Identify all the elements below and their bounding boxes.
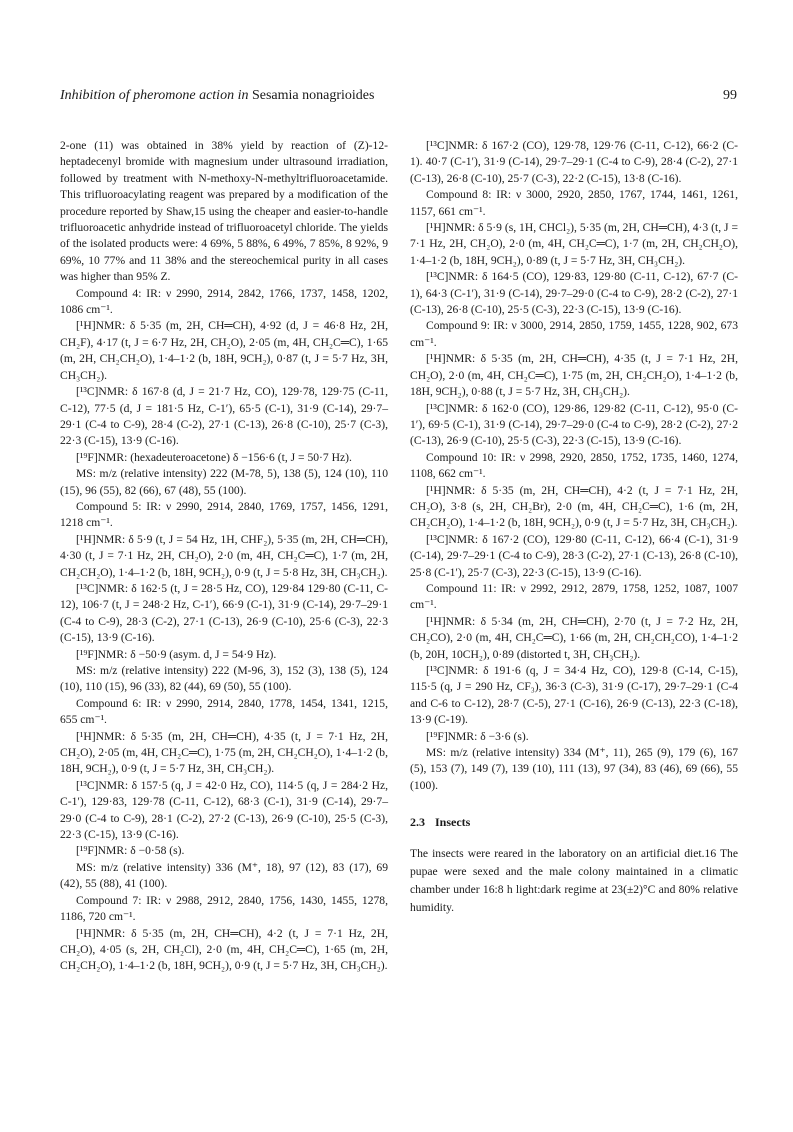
paragraph: [¹H]NMR: δ 5·35 (m, 2H, CH═CH), 4·2 (t, J = 7·1 Hz, 2H, CH₂O), 4·05 (s, 2H, CH₂Cl), 2·0 (m, 4H, CH₂C═C), 1·65 (m, 2H, CH₂CH₂O), 1·4–1·2 (b, 18H, 9CH₂), 0·9 (t, J = 5·7 Hz, 3H, CH₃CH₂).: [60, 926, 388, 973]
paragraph: [¹H]NMR: δ 5·35 (m, 2H, CH═CH), 4·92 (d, J = 46·8 Hz, 2H, CH₂F), 4·17 (t, J = 6·7 Hz, 2H, CH₂O), 2·05 (m, 4H, CH₂C═C), 1·65 (m, 2H, CH₂CH₂O), 1·4–1·2 (b, 18H, 9CH₂), 0·87 (t, J = 5·7 Hz, 3H, CH₃CH₂).: [60, 319, 388, 382]
page-number: 99: [723, 88, 737, 103]
paragraph: Compound 8: IR: ν 3000, 2920, 2850, 1767, 1744, 1461, 1261, 1157, 661 cm⁻¹.: [410, 188, 738, 218]
paragraph: [¹³C]NMR: δ 167·2 (CO), 129·78, 129·76 (C-11, C-12), 66·2 (C-1). 40·7 (C-1′), 31·9 (C-14), 29·7–29·1 (C-4 to C-9), 28·4 (C-2), 27·1 (C-13), 26·8 (C-10), 25·7 (C-3), 22·2 (C-15), 13·8 (C-16).: [410, 139, 738, 185]
paragraph: [¹³C]NMR: δ 191·6 (q, J = 34·4 Hz, CO), 129·8 (C-14, C-15), 115·5 (q, J = 290 Hz, CF₃), 36·3 (C-3), 31·9 (C-17), 29·7–29·1 (C-4 and C-6 to C-12), 28·7 (C-5), 27·1 (C-16), 26·9 (C-13), 22·3 (C-18), 13·9 (C-19).: [410, 664, 738, 727]
running-title-text: Inhibition of pheromone action in: [60, 88, 249, 103]
paragraph: [¹H]NMR: δ 5·35 (m, 2H, CH═CH), 4·35 (t, J = 7·1 Hz, 2H, CH₂O), 2·0 (m, 4H, CH₂C═C), 1·75 (m, 2H, CH₂CH₂O), 1·4–1·2 (b, 18H, 9CH₂), 0·88 (t, J = 5·7 Hz, 3H, CH₃CH₂).: [410, 352, 738, 399]
paragraph: [¹³C]NMR: δ 167·8 (d, J = 21·7 Hz, CO), 129·78, 129·75 (C-11, C-12), 77·5 (d, J = 181·5 Hz, C-1′), 65·5 (C-1), 31·9 (C-14), 29·7–29·1 (C-4 to C-9), 28·4 (C-2), 27·1 (C-13), 26·8 (C-10), 25·7 (C-3), 22·3 (C-15), 13·9 (C-16).: [60, 385, 388, 448]
running-title: [60, 88, 374, 104]
paragraph: 2-one (11) was obtained in 38% yield by reaction of (Z)-12-heptadecenyl bromide with magnesium under ultrasound irradiation, followed by treatment with N-methoxy-N-methyltrifluoroacetamide. This trifluoroacylating reagent was prepared by a modification of the procedure reported by Shaw,15 using the cheaper and easier-to-handle trifluoroacetic anhydride instead of trifluoroacetyl chloride. The yields of the isolated products were: 4 69%, 5 88%, 6 49%, 7 85%, 8 92%, 9 69%, 10 77% and 11 38% and the stereochemical purity in all cases was higher than 95% Z.: [60, 139, 388, 284]
paragraph: MS: m/z (relative intensity) 222 (M-96, 3), 152 (3), 138 (5), 124 (10), 110 (15), 96 (33), 82 (44), 69 (50), 55 (100).: [60, 664, 388, 694]
paragraph: Compound 11: IR: ν 2992, 2912, 2879, 1758, 1252, 1087, 1007 cm⁻¹.: [410, 581, 738, 612]
running-title-species: Sesamia nonagrioides: [248, 88, 375, 103]
paragraph: [¹⁹F]NMR: δ −3·6 (s).: [426, 729, 529, 743]
page-header: [60, 88, 737, 108]
section-heading: [410, 814, 738, 830]
paragraph: [¹⁹F]NMR: δ −0·58 (s).: [76, 844, 185, 858]
insects-section: [410, 845, 738, 917]
paragraph: Compound 6: IR: ν 2990, 2914, 2840, 1778, 1454, 1341, 1215, 655 cm⁻¹.: [60, 696, 388, 727]
right-column-paragraphs: [410, 138, 738, 794]
section-number: 2.3: [410, 815, 425, 830]
paragraph: [¹³C]NMR: δ 162·0 (CO), 129·86, 129·82 (C-11, C-12), 95·0 (C-1′), 69·5 (C-1), 31·9 (C-14), 29·7–29·0 (C-4 to C-9), 28·2 (C-2), 27·2 (C-13), 26·9 (C-10), 25·5 (C-3), 22·3 (C-15), 13·9 (C-16).: [410, 401, 738, 448]
paragraph: [¹H]NMR: δ 5·34 (m, 2H, CH═CH), 2·70 (t, J = 7·2 Hz, 2H, CH₂CO), 2·0 (m, 4H, CH₂C═C), 1·66 (m, 2H, CH₂CH₂CO), 1·4–1·2 (b, 20H, 10CH₂), 0·89 (distorted t, 3H, CH₃CH₂).: [410, 614, 738, 661]
paragraph: MS: m/z (relative intensity) 222 (M-78, 5), 138 (5), 124 (10), 110 (15), 96 (55), 82 (66), 67 (48), 55 (100).: [60, 467, 388, 497]
paragraph: Compound 5: IR: ν 2990, 2914, 2840, 1769, 1757, 1456, 1291, 1218 cm⁻¹.: [60, 499, 388, 530]
paragraph: [¹⁹F]NMR: δ −50·9 (asym. d, J = 54·9 Hz).: [76, 647, 277, 661]
paragraph: [¹H]NMR: δ 5·9 (t, J = 54 Hz, 1H, CHF₂), 5·35 (m, 2H, CH═CH), 4·30 (t, J = 7·1 Hz, 2H, CH₂O), 2·0 (m, 4H, CH₂C═C), 1·7 (m, 2H, CH₂CH₂O), 1·4–1·2 (b, 18H, 9CH₂), 0·9 (t, J = 5·8 Hz, 3H, CH₃CH₂).: [60, 532, 388, 579]
paragraph: [¹H]NMR: δ 5·9 (s, 1H, CHCl₂), 5·35 (m, 2H, CH═CH), 4·3 (t, J = 7·1 Hz, 2H, CH₂O), 2·0 (m, 4H, CH₂C═C), 1·7 (m, 2H, CH₂CH₂O), 1·4–1·2 (b, 18H, 9CH₂), 0·89 (t, J = 5·7 Hz, 3H, CH₃CH₂).: [410, 221, 738, 267]
left-column: [60, 138, 388, 975]
paragraph: [¹H]NMR: δ 5·35 (m, 2H, CH═CH), 4·2 (t, J = 7·1 Hz, 2H, CH₂O), 3·8 (s, 2H, CH₂Br), 2·0 (m, 4H, CH₂C═C), 1·6 (m, 2H, CH₂CH₂O), 1·4–1·2 (b, 18H, 9CH₂), 0·9 (t, J = 5·7 Hz, 3H, CH₃CH₂).: [410, 483, 738, 530]
paragraph: [¹³C]NMR: δ 164·5 (CO), 129·83, 129·80 (C-11, C-12), 67·7 (C-1), 64·3 (C-1′), 31·9 (C-14), 29·7–29·0 (C-4 to C-9), 28·2 (C-2), 27·1 (C-13), 26·8 (C-10), 25·5 (C-3), 22·3 (C-15), 13·9 (C-16).: [410, 270, 738, 317]
paragraph: MS: m/z (relative intensity) 334 (M⁺, 11), 265 (9), 179 (6), 167 (5), 153 (7), 149 (7), 139 (10), 111 (13), 97 (34), 83 (46), 69 (66), 55 (100).: [410, 746, 738, 792]
paragraph: Compound 9: IR: ν 3000, 2914, 2850, 1759, 1455, 1228, 902, 673 cm⁻¹.: [410, 319, 738, 349]
paragraph: [¹³C]NMR: δ 162·5 (t, J = 28·5 Hz, CO), 129·84 129·80 (C-11, C-12), 106·7 (t, J = 248·2 Hz, C-1′), 66·9 (C-1), 31·9 (C-14), 29·7–29·1 (C-4 to C-9), 28·3 (C-2), 27·1 (C-13), 26·9 (C-10), 25·6 (C-3), 22·3 (C-15), 13·9 (C-16).: [60, 581, 388, 645]
paragraph: Compound 10: IR: ν 2998, 2920, 2850, 1752, 1735, 1460, 1274, 1108, 662 cm⁻¹.: [410, 450, 738, 481]
paragraph: [¹⁹F]NMR: (hexadeuteroacetone) δ −156·6 (t, J = 50·7 Hz).: [76, 450, 352, 464]
paragraph: Compound 4: IR: ν 2990, 2914, 2842, 1766, 1737, 1458, 1202, 1086 cm⁻¹.: [60, 286, 388, 317]
right-column: [410, 138, 738, 917]
paragraph: [¹H]NMR: δ 5·35 (m, 2H, CH═CH), 4·35 (t, J = 7·1 Hz, 2H, CH₂O), 2·05 (m, 4H, CH₂C═C), 1·75 (m, 2H, CH₂CH₂O), 1·4–1·2 (b, 18H, 9CH₂), 0·9 (t, J = 5·7 Hz, 3H, CH₃CH₂).: [60, 729, 388, 776]
insects-paragraph: The insects were reared in the laboratory on an artificial diet.16 The pupae were sexed and the male colony maintained in a climatic chamber under 16:8 h light:dark regime at 23(±2)°C and 80% relative humidity.: [410, 846, 738, 914]
paragraph: MS: m/z (relative intensity) 336 (M⁺, 18), 97 (12), 83 (17), 69 (42), 55 (88), 41 (100).: [60, 860, 388, 891]
paragraph: [¹³C]NMR: δ 167·2 (CO), 129·80 (C-11, C-12), 66·4 (C-1), 31·9 (C-14), 29·7–29·1 (C-4 to C-9), 28·3 (C-2), 27·1 (C-13), 26·8 (C-10), 25·8 (C-1′), 25·7 (C-3), 22·3 (C-15), 13·9 (C-16).: [410, 532, 738, 579]
paragraph: [¹³C]NMR: δ 157·5 (q, J = 42·0 Hz, CO), 114·5 (q, J = 284·2 Hz, C-1′), 129·83, 129·78 (C-11, C-12), 68·3 (C-1), 31·9 (C-14), 29·7–29·0 (C-4 to C-9), 28·1 (C-2), 27·2 (C-13), 26·9 (C-10), 25·5 (C-3), 22·3 (C-15), 13·9 (C-16).: [60, 778, 388, 842]
section-title: Insects: [435, 815, 471, 830]
paragraph: Compound 7: IR: ν 2988, 2912, 2840, 1756, 1430, 1455, 1278, 1186, 720 cm⁻¹.: [60, 893, 388, 924]
